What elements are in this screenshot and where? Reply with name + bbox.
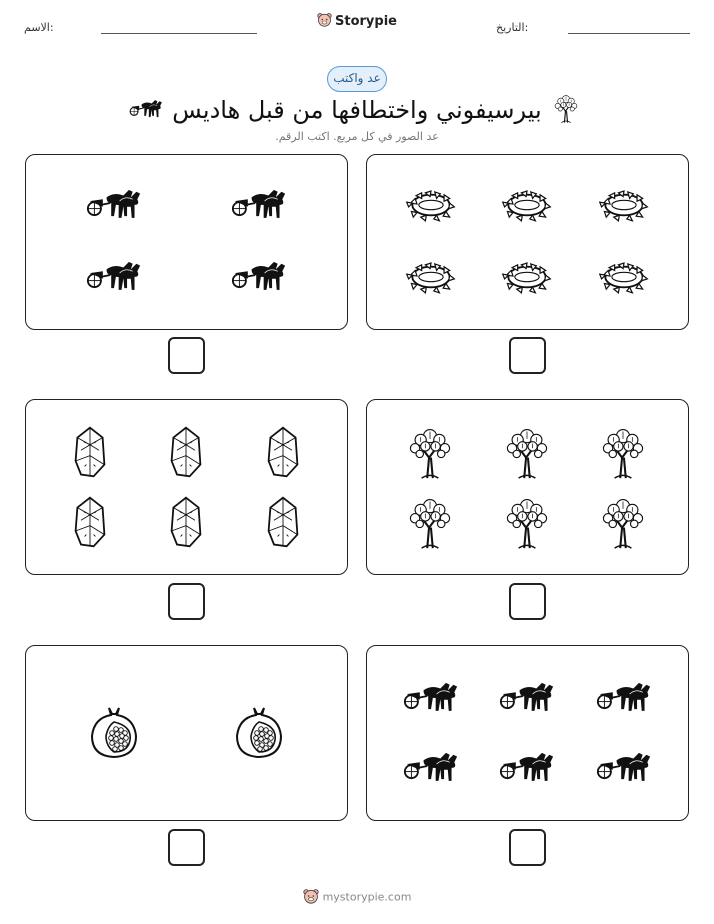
chariot-icon: [499, 676, 555, 720]
wreath-icon: [596, 185, 652, 229]
wreath-icon: [403, 185, 459, 229]
page-title: بيرسيفوني واختطافها من قبل هاديس: [172, 96, 542, 124]
panel-trees-6: [366, 399, 689, 575]
tree-icon: [599, 424, 647, 484]
panel-crystals-6: [25, 399, 348, 575]
name-input-line[interactable]: [101, 33, 257, 34]
tree-icon: [599, 494, 647, 554]
pomegranate-icon: [84, 702, 144, 766]
chariot-icon: [231, 255, 287, 299]
panel-wreaths-6: [366, 154, 689, 330]
tree-icon: [503, 424, 551, 484]
storypie-logo-icon: [317, 12, 332, 31]
name-label: الاسم:: [24, 21, 54, 34]
footer-url[interactable]: mystorypie.com: [322, 890, 412, 904]
chariot-icon: [499, 746, 555, 790]
wreath-icon: [596, 257, 652, 301]
chariot-icon: [403, 746, 459, 790]
tree-icon: [503, 494, 551, 554]
tree-icon: [406, 494, 454, 554]
tree-icon: [406, 424, 454, 484]
brand-header: [0, 12, 714, 31]
crystal-icon: [168, 495, 204, 553]
wreath-icon: [499, 185, 555, 229]
panel-chariots-4: [25, 154, 348, 330]
panel-pomegranates-2: [25, 645, 348, 821]
chariot-icon: [86, 183, 142, 227]
date-label: التاريخ:: [496, 21, 529, 34]
chariot-icon: [231, 183, 287, 227]
date-input-line[interactable]: [568, 33, 690, 34]
answer-box[interactable]: [168, 337, 205, 374]
wreath-icon: [499, 257, 555, 301]
wreath-icon: [403, 257, 459, 301]
answer-box[interactable]: [509, 829, 546, 866]
chariot-icon: [403, 676, 459, 720]
storypie-logo-icon: [303, 888, 319, 907]
crystal-icon: [265, 495, 301, 553]
crystal-icon: [72, 425, 108, 483]
answer-box[interactable]: [168, 829, 205, 866]
chariot-icon: [596, 676, 652, 720]
footer: [0, 888, 714, 907]
pomegranate-icon: [229, 702, 289, 766]
crystal-icon: [72, 495, 108, 553]
chariot-icon: [86, 255, 142, 299]
brand-name: Storypie: [335, 14, 397, 29]
answer-box[interactable]: [509, 583, 546, 620]
crystal-icon: [265, 425, 301, 483]
instructions: عد الصور في كل مربع. اكتب الرقم.: [275, 130, 439, 143]
crystal-icon: [168, 425, 204, 483]
panel-chariots-6: [366, 645, 689, 821]
answer-box[interactable]: [509, 337, 546, 374]
tree-icon: [553, 92, 579, 128]
activity-badge: عد واكتب: [327, 66, 387, 92]
chariot-icon: [596, 746, 652, 790]
answer-box[interactable]: [168, 583, 205, 620]
